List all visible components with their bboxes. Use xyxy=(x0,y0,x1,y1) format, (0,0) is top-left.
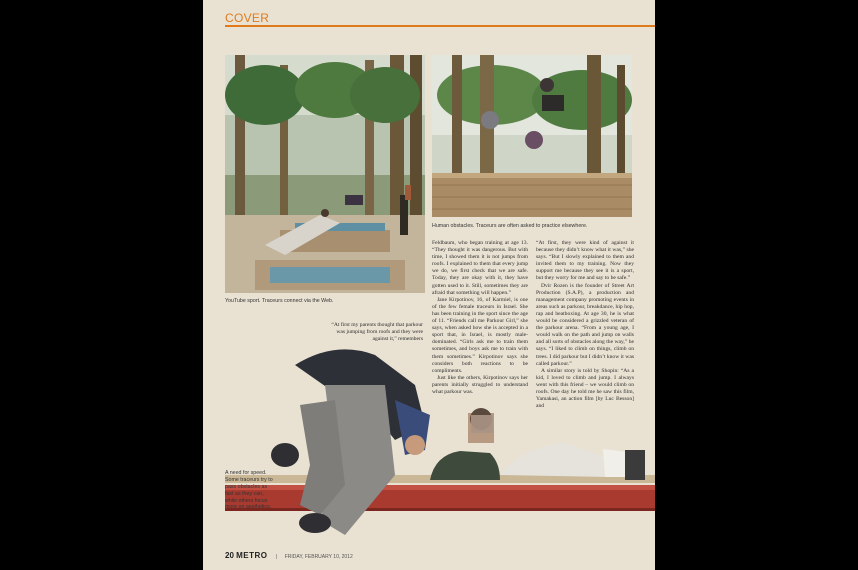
masthead: METRO xyxy=(236,551,268,560)
article-column-1 xyxy=(327,322,423,343)
column-3-paragraph-2: Dvir Rozen is the founder of Street Art Production (S.A.P), a production and management company promoting events in areas such as parkour, breakdance, hip hop, rap and beatboxing. At age 30, he is what would be considered a grizzled veteran of the parkour arena. “From a young age, I would walk on the path and jump on walls and all sorts of obstacles along the way,” he says. “I liked to climb on things, climb on trees. I did parkour but I didn’t know it was called parkour.” xyxy=(536,282,634,367)
magazine-page xyxy=(203,0,655,570)
column-3-paragraph-1: “At first, they were kind of against it because they didn’t know what it was,” she says. “But I slowly explained to them and invited them to my training. Now they support me because they see it is a sport, but they worry for me and say to be safe.” xyxy=(536,240,634,282)
page-number: 20 METRO xyxy=(225,551,268,560)
caption-top-left: YouTube sport. Traceurs connect via the Web. xyxy=(225,298,334,304)
issue-date: FRIDAY, FEBRUARY 10, 2012 xyxy=(284,554,353,560)
photo-palm-courtyard xyxy=(225,55,425,293)
header-rule xyxy=(225,25,655,27)
column-2-paragraph-3: Just like the others, Kirpotinov says her parents initially struggled to understand what parkour was. xyxy=(432,374,528,395)
page-footer xyxy=(225,545,353,563)
footer-separator: | xyxy=(275,554,278,560)
section-kicker: COVER xyxy=(225,11,270,25)
column-2-paragraph-1: Feldbaum, who began training at age 13. “They thought it was dangerous. But with time, I showed them it is not jumps from roofs. I explained to them that every jump we do, we first check that we are safe. Today, they are okay with it, they have gotten used to it. Still, sometimes they are afraid that something will happen.” xyxy=(432,240,528,296)
caption-top-right: Human obstacles. Traceurs are often asked to practice elsewhere. xyxy=(432,223,588,229)
caption-bottom: A need for speed. Some traceurs try to pass obstacles as fast as they can, while others focus more on aesthetics. xyxy=(225,470,273,511)
photo-wall-jump xyxy=(432,55,632,217)
column-1-paragraph: “At first my parents thought that parkour was jumping from roofs and they were against it,” remembers xyxy=(331,322,423,343)
column-2-paragraph-2: Jane Kirpotinov, 16, of Karmiel, is one of the few female traceurs in Israel. She has been training in the sport since the age of 11. “Friends call me Parkour Girl,” she says, when asked how she is accepted in a sport that, in Israel, is mostly male-dominated. “Girls ask me to train them sometimes, and boys ask me to train with them sometimes.” Kirpotinov says she considers both reactions to be compliments. xyxy=(432,296,528,374)
column-3-paragraph-3: A similar story is told by Shopin: “As a kid, I loved to climb and jump. I always went with this friend – we would climb on roofs. One day he told me he saw this film, Yamakasi, an action film [by Luc Besson] and xyxy=(536,367,634,410)
photo-rail-vault xyxy=(225,345,655,540)
